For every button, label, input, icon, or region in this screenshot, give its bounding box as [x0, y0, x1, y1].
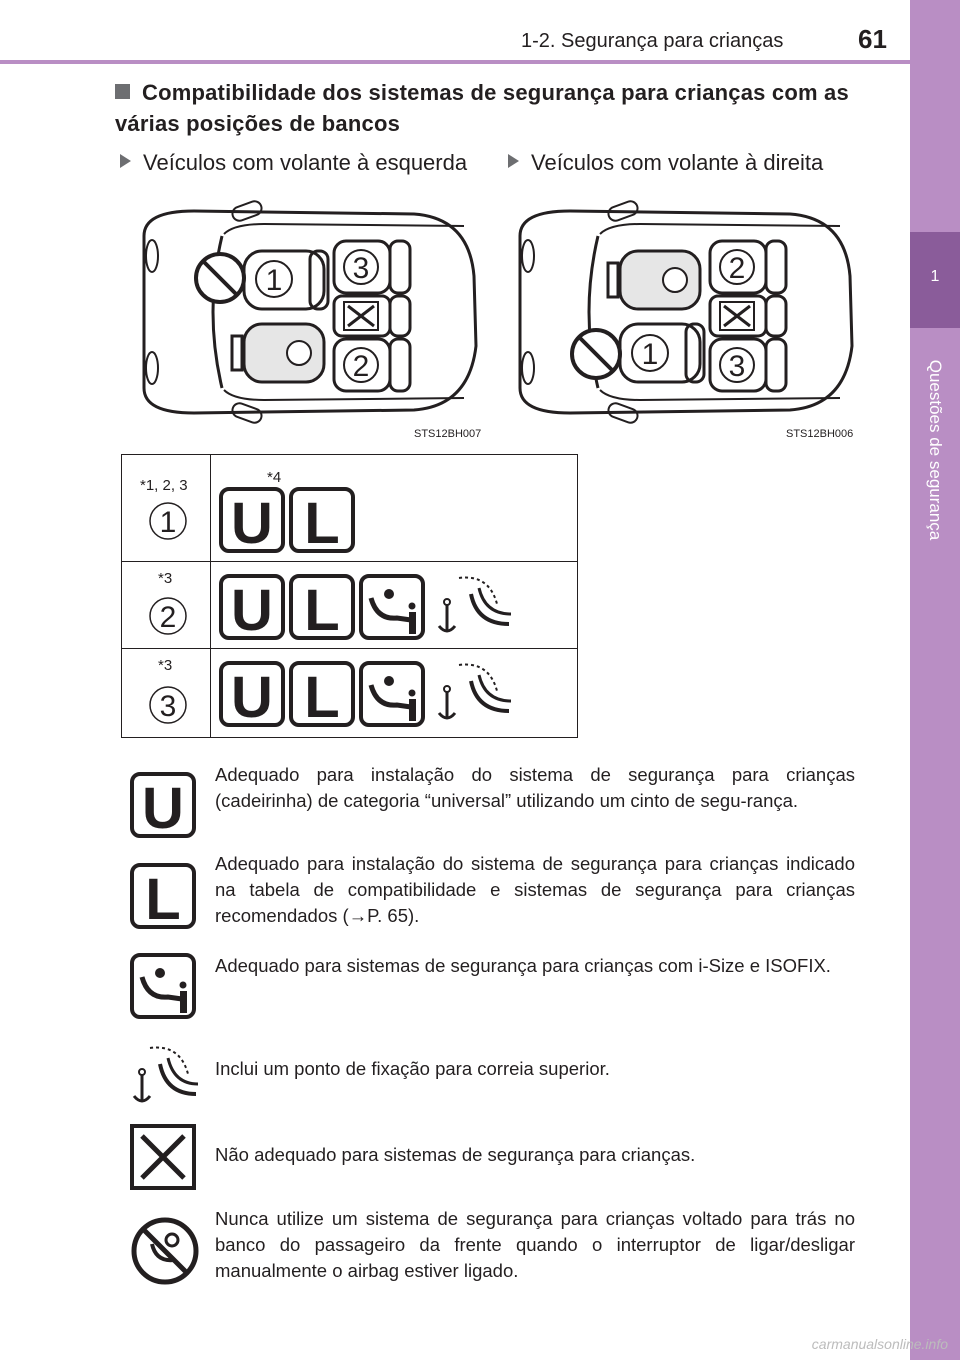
- legend-item: [130, 1206, 860, 1286]
- square-bullet-icon: [115, 84, 130, 99]
- legend-text: Adequado para instalação do sistema de segurança para crianças (cadeirinha) de categoria “universal” utilizando um cinto de segu-rança.: [215, 764, 855, 811]
- figure-code-right: STS12BH006: [786, 428, 854, 440]
- table-row: [122, 649, 578, 738]
- symbol-row-1: [219, 487, 379, 553]
- universal-u-icon: [221, 489, 283, 553]
- svg-text:2: 2: [159, 601, 177, 634]
- universal-u-icon: [221, 576, 283, 640]
- legend-text: Nunca utilize um sistema de segurança para crianças voltado para trás no banco do passageiro da frente quando o interruptor de ligar/desligar manualmente o airbag estiver ligado.: [215, 1208, 855, 1281]
- specific-l-icon: [130, 863, 196, 929]
- car-diagram-left-hand-drive: [124, 196, 490, 428]
- svg-text:3: 3: [352, 252, 370, 285]
- seat-number-badge: [148, 685, 188, 725]
- subheading-right: Veículos com volante à direita: [508, 150, 823, 176]
- figure-code-left: STS12BH007: [414, 428, 482, 440]
- symbol-row-3: [219, 661, 539, 727]
- isofix-icon: [361, 663, 423, 725]
- side-tab-label: Questões de segurança: [926, 359, 945, 541]
- triangle-bullet-icon: [508, 154, 519, 168]
- legend-item: [130, 953, 860, 1023]
- specific-l-icon: [291, 576, 353, 640]
- section-title: Compatibilidade dos sistemas de segurança para crianças com as várias posições de bancos: [115, 80, 849, 136]
- subheading-left: Veículos com volante à esquerda: [120, 150, 467, 176]
- symbol-row-2: [219, 574, 539, 640]
- triangle-bullet-icon: [120, 154, 131, 168]
- legend-text: Não adequado para sistemas de segurança para crianças.: [215, 1144, 696, 1165]
- universal-u-icon: [221, 663, 283, 727]
- svg-text:U: U: [231, 578, 273, 640]
- svg-text:L: L: [304, 578, 340, 640]
- header-rule: [0, 60, 910, 64]
- no-rear-facing-seat-icon: [130, 1216, 200, 1286]
- svg-text:3: 3: [159, 690, 177, 723]
- svg-text:2: 2: [352, 350, 370, 383]
- top-tether-icon: [439, 665, 511, 719]
- seat-number-badge: [148, 596, 188, 636]
- top-tether-icon: [439, 578, 511, 632]
- seat-cell: [122, 455, 211, 562]
- symbol-cell: [211, 455, 578, 562]
- legend-item: [130, 1044, 860, 1114]
- page-number: 61: [858, 24, 887, 54]
- symbol-footnote: *4: [267, 469, 282, 486]
- universal-u-icon: [130, 772, 196, 838]
- symbol-cell: [211, 649, 578, 738]
- svg-text:U: U: [231, 665, 273, 727]
- isofix-icon: [130, 953, 196, 1019]
- svg-text:1: 1: [159, 506, 177, 539]
- svg-text:L: L: [304, 491, 340, 553]
- watermark: carmanualsonline.info: [811, 1336, 948, 1352]
- svg-text:L: L: [145, 867, 181, 929]
- svg-text:1: 1: [265, 264, 283, 297]
- legend-text: Adequado para instalação do sistema de segurança para crianças indicado na tabela de compatibilidade e sistemas de segurança para crianças recomendados (→P. 65).: [215, 853, 855, 926]
- seat-footnote: *3: [158, 570, 173, 587]
- svg-text:U: U: [231, 491, 273, 553]
- seat-footnote: *3: [158, 657, 173, 674]
- car-diagram-right-hand-drive: [500, 196, 866, 428]
- legend-text: Adequado para sistemas de segurança para crianças com i-Size e ISOFIX.: [215, 955, 831, 976]
- svg-text:L: L: [304, 665, 340, 727]
- chapter-title: 1-2. Segurança para crianças: [521, 30, 784, 52]
- seat-cell: [122, 649, 211, 738]
- symbol-cell: [211, 562, 578, 649]
- compatibility-table: [121, 454, 578, 738]
- side-tab: [910, 0, 960, 1360]
- svg-text:3: 3: [728, 350, 746, 383]
- top-tether-icon: [130, 1044, 200, 1110]
- legend-item: [130, 851, 860, 931]
- cross-icon: [130, 1124, 196, 1190]
- side-tab-number: 1: [930, 268, 940, 285]
- svg-text:1: 1: [641, 338, 659, 371]
- legend-item: [130, 762, 860, 842]
- legend-text: Inclui um ponto de fixação para correia superior.: [215, 1058, 610, 1079]
- specific-l-icon: [291, 489, 353, 553]
- table-row: [122, 562, 578, 649]
- isofix-icon: [361, 576, 423, 638]
- svg-text:2: 2: [728, 252, 746, 285]
- specific-l-icon: [291, 663, 353, 727]
- seat-cell: [122, 562, 211, 649]
- svg-text:U: U: [142, 776, 184, 838]
- legend-item: [130, 1124, 860, 1194]
- table-row: [122, 455, 578, 562]
- seat-footnote: *1, 2, 3: [140, 477, 188, 494]
- seat-number-badge: [148, 501, 188, 541]
